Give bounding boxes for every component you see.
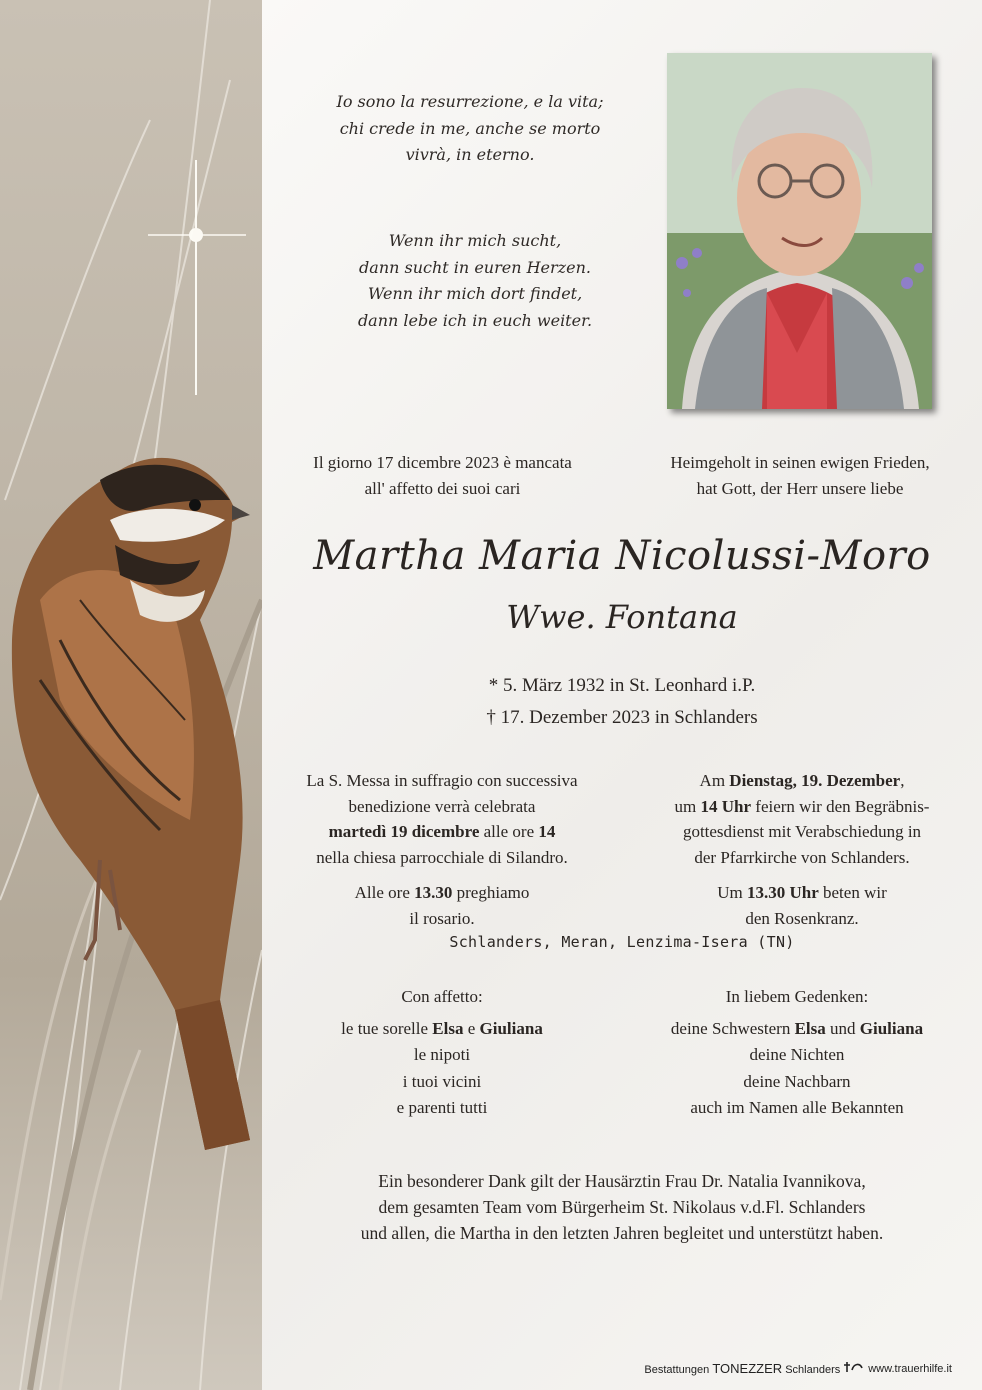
website-link[interactable]: www.trauerhilfe.it [868, 1362, 952, 1375]
mass-info-italian: La S. Messa in suffragio con successiva benedizione verrà celebrata martedì 19 dicembre alle ore 14 nella chiesa parrocchiale di Silandro. Alle ore 13.30 preghiamo il rosario. [306, 771, 578, 928]
mass-info-german: Am Dienstag, 19. Dezember, um 14 Uhr feiern wir den Begräbnis- gottesdienst mit Verabschiedung in der Pfarrkirche von Schlanders. Um 13.30 Uhr beten wir den Rosenkranz. [674, 771, 930, 928]
portrait-photo [667, 53, 932, 409]
cross-icon [148, 160, 246, 395]
bird-illustration [0, 0, 262, 1390]
funeral-home: Bestattungen TONEZZER Schlanders [644, 1361, 841, 1376]
deceased-subtitle: Wwe. Fontana [506, 598, 738, 636]
thanks-note: Ein besonderer Dank gilt der Hausärztin Frau Dr. Natalia Ivannikova, dem gesamten Team vom Bürgerheim St. Nikolaus v.d.Fl. Schlanders und allen, die Martha in den letzten Jahren begleitet und unterstützt haben. [360, 1171, 884, 1243]
trauerhilfe-logo-icon [844, 1360, 864, 1377]
intro-italian: Il giorno 17 dicembre 2023 è mancata all' affetto dei suoi cari [313, 453, 572, 498]
bird-photo-panel [0, 0, 262, 1390]
death-date: † 17. Dezember 2023 in Schlanders [486, 707, 758, 728]
intro-german: Heimgeholt in seinen ewigen Frieden, hat Gott, der Herr unsere liebe [670, 453, 930, 498]
places: Schlanders, Meran, Lenzima-Isera (TN) [449, 933, 795, 951]
mourners-german: In liebem Gedenken: deine Schwestern Elsa und Giuliana deine Nichten deine Nachbarn auch im Namen alle Bekannten [670, 987, 924, 1117]
verse-italian: Io sono la resurrezione, e la vita; chi crede in me, anche se morto vivrà, in eterno. [336, 92, 604, 164]
bird [12, 458, 250, 1150]
footer [644, 1360, 952, 1377]
birth-date: * 5. März 1932 in St. Leonhard i.P. [488, 675, 756, 696]
verse-german: Wenn ihr mich sucht, dann sucht in euren Herzen. Wenn ihr mich dort findet, dann lebe ich in euch weiter. [357, 231, 593, 330]
life-dates [262, 670, 982, 734]
mourners-italian: Con affetto: le tue sorelle Elsa e Giuliana le nipoti i tuoi vicini e parenti tutti [341, 987, 543, 1117]
deceased-name: Martha Maria Nicolussi-Moro [313, 533, 931, 579]
